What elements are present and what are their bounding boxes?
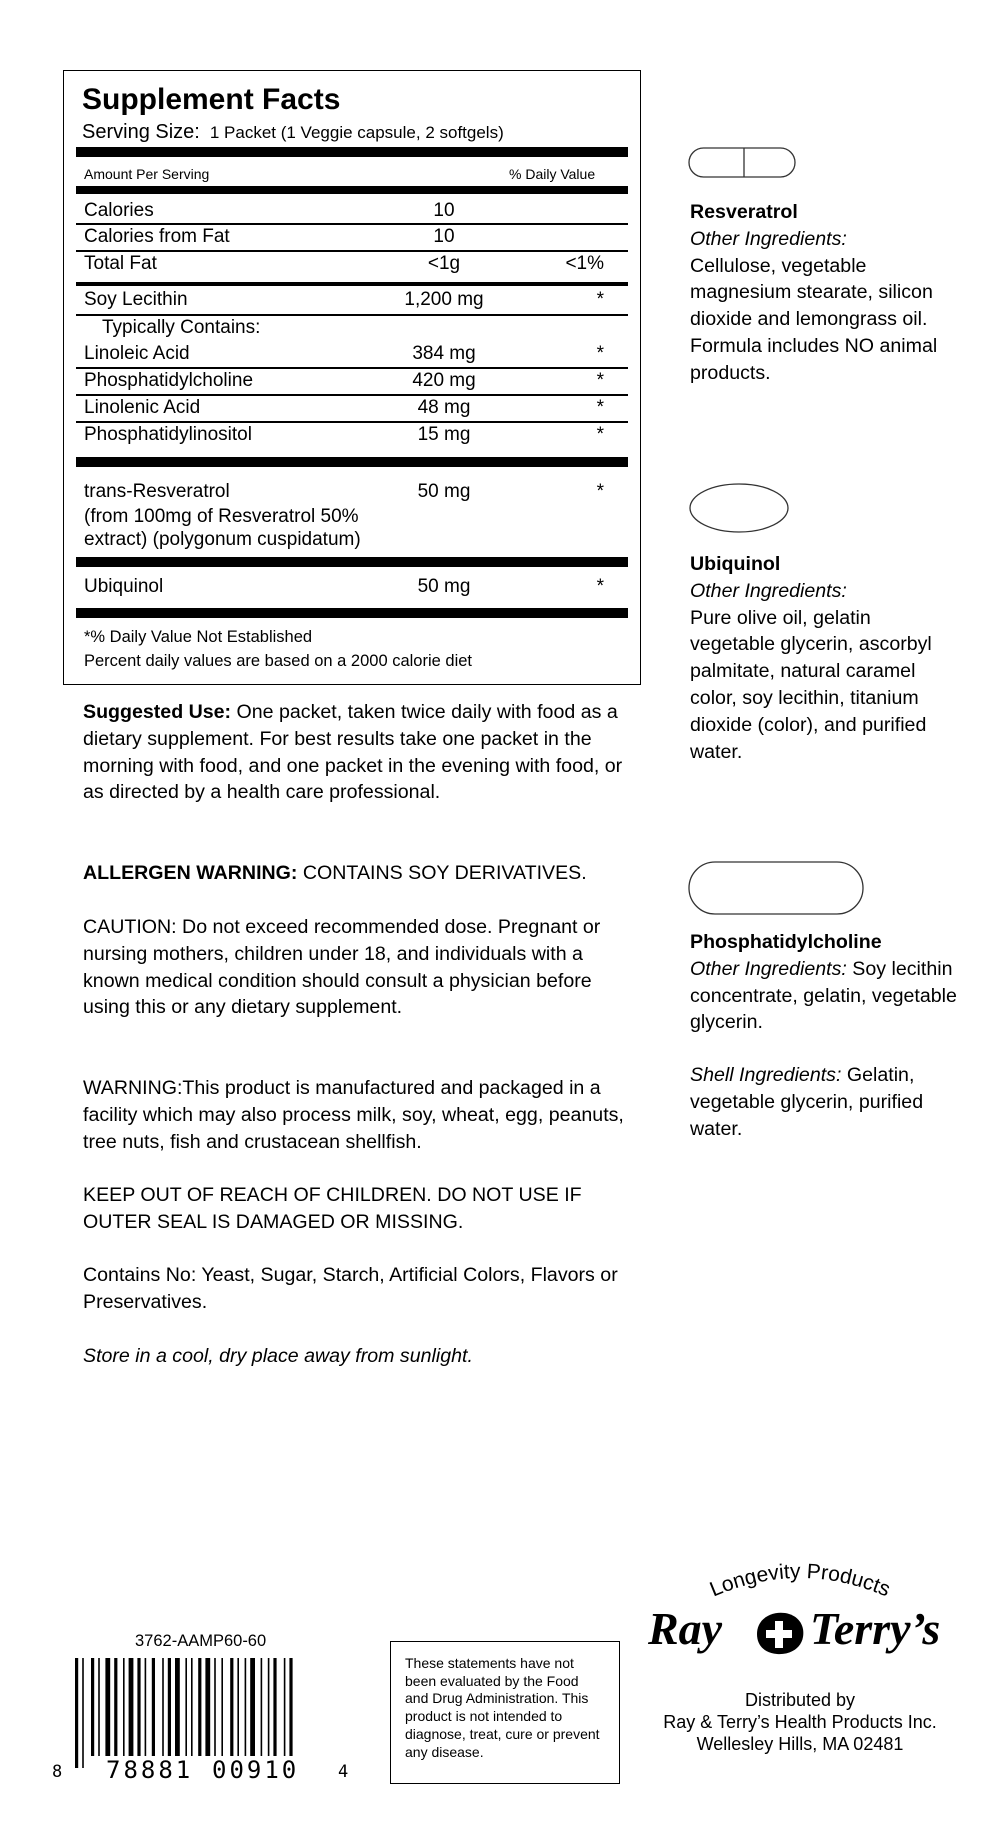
distributed-by-label: Distributed by <box>744 1690 856 1710</box>
upc-trailing-digit: 4 <box>338 1762 349 1782</box>
nutrient-amount: 48 mg <box>417 397 471 418</box>
barcode-bar <box>162 1658 164 1756</box>
nutrient-name: Calories <box>84 200 154 221</box>
manufacturing-warning: WARNING:This product is manufactured and packaged in a facility which may also process milk, soy, wheat, egg, peanuts, tree nuts, fish and crustacean shellfish. <box>83 1077 624 1153</box>
supplement-facts-title: Supplement Facts <box>82 83 341 116</box>
barcode-bar <box>137 1658 140 1756</box>
calorie-diet-footnote: Percent daily values are based on a 2000 calorie diet <box>84 652 472 670</box>
serving-size-value: 1 Packet (1 Veggie capsule, 2 softgels) <box>209 123 504 142</box>
row-divider <box>76 314 628 316</box>
nutrient-amount: 50 mg <box>417 576 471 597</box>
barcode-bar <box>230 1658 233 1756</box>
barcode-bar <box>261 1658 263 1756</box>
resveratrol-ingredients <box>690 199 960 387</box>
barcode-bar <box>191 1658 193 1768</box>
allergen-warning-text: CONTAINS SOY DERIVATIVES. <box>302 862 587 884</box>
nutrient-dv: <1% <box>565 253 604 274</box>
shell-ingredients-label: Shell Ingredients: <box>690 1064 842 1087</box>
barcode-bar <box>198 1658 201 1756</box>
barcode-bar <box>82 1658 84 1768</box>
nutrient-dv: * <box>596 424 604 445</box>
barcode-graphic <box>75 1658 330 1768</box>
fact-row-ubiquinol <box>84 576 624 598</box>
ubiquinol-other-ingredients: Pure olive oil, gelatin vegetable glycerin, ascorbyl palmitate, natural caramel color, soy lecithin, titanium dioxide (color), and purified water. <box>690 606 932 763</box>
nutrient-amount: 10 <box>433 200 455 221</box>
barcode-bar <box>175 1658 180 1756</box>
resveratrol-other-ingredients: Cellulose, vegetable magnesium stearate, silicon dioxide and lemongrass oil. Formula includes NO animal products. <box>690 254 938 384</box>
nutrient-amount: 15 mg <box>417 424 471 445</box>
barcode-bar <box>185 1658 187 1768</box>
thick-divider <box>76 147 628 157</box>
distributor-location: Wellesley Hills, MA 02481 <box>696 1734 904 1754</box>
nutrient-amount: 50 mg <box>417 481 471 502</box>
nutrient-name: trans-Resveratrol <box>84 481 230 502</box>
phosphatidylcholine-ingredients <box>690 929 960 1143</box>
daily-value-footnote: *% Daily Value Not Established <box>84 628 313 646</box>
storage-text: Store in a cool, dry place away from sunlight. <box>83 1345 473 1367</box>
upc-group-right: 00910 <box>212 1756 300 1784</box>
pc-other-text: Soy lecithin concentrate, gelatin, vegetable glycerin. <box>690 957 957 1034</box>
distributor-company: Ray & Terry’s Health Products Inc. <box>663 1712 937 1732</box>
fact-row-soy-lecithin <box>84 289 624 311</box>
barcode-bar <box>123 1658 125 1756</box>
barcode-bar <box>245 1658 247 1756</box>
barcode-bar <box>145 1658 147 1756</box>
nutrient-dv: * <box>596 397 604 418</box>
fact-row-total-fat <box>84 253 624 275</box>
other-ingredients-label: Other Ingredients: <box>690 579 847 602</box>
fact-row-linoleic-acid <box>84 343 624 365</box>
thick-divider <box>76 186 628 194</box>
barcode-bar <box>289 1658 292 1768</box>
cross-emblem-icon <box>751 1608 807 1656</box>
brand-tagline: Longevity Products <box>706 1559 894 1602</box>
storage-instructions <box>83 1343 643 1370</box>
nutrient-amount: <1g <box>427 253 461 274</box>
resveratrol-note-line: extract) (polygonum cuspidatum) <box>84 529 361 550</box>
fact-row-typically-contains <box>84 317 624 339</box>
phosphatidylcholine-title: Phosphatidylcholine <box>690 931 882 953</box>
barcode-bar <box>250 1658 255 1756</box>
brand-name-left: Ray <box>648 1603 723 1654</box>
oblong-softgel-icon <box>688 860 866 916</box>
upc-group-left: 78881 <box>106 1756 194 1784</box>
brand-name-right: Terry’s <box>810 1603 941 1654</box>
barcode-bar <box>284 1658 286 1768</box>
phosphatidylcholine-shell-ingredients <box>690 1062 960 1142</box>
barcode-bar <box>168 1658 171 1756</box>
nutrient-dv: * <box>596 370 604 391</box>
other-ingredients-label: Other Ingredients: <box>690 957 847 980</box>
barcode-bar <box>98 1658 100 1756</box>
fda-disclaimer-text: These statements have not been evaluated by the Food and Drug Administration. This product is not intended to diagnose, treat, cure or prevent any disease. <box>405 1655 600 1760</box>
barcode-bar <box>237 1658 239 1756</box>
veggie-capsule-icon <box>688 146 798 180</box>
nutrient-name: Typically Contains: <box>102 317 261 338</box>
thick-divider <box>76 457 628 467</box>
thick-divider <box>76 557 628 567</box>
amount-per-serving-header: Amount Per Serving <box>84 166 210 182</box>
barcode-bar <box>105 1658 110 1756</box>
barcode-bar <box>221 1658 223 1756</box>
nutrient-name: Soy Lecithin <box>84 289 188 310</box>
nutrient-name: Ubiquinol <box>84 576 164 597</box>
barcode-bar <box>273 1658 276 1756</box>
upc-leading-digit: 8 <box>52 1762 63 1782</box>
suggested-use <box>83 699 643 806</box>
nutrient-dv: * <box>596 289 604 310</box>
row-divider <box>76 367 628 369</box>
fact-row-calories <box>84 200 624 222</box>
barcode-bar <box>114 1658 117 1756</box>
nutrient-name: Total Fat <box>84 253 157 274</box>
suggested-use-text: One packet, taken twice daily with food as a dietary supplement. For best results take one packet in the morning with food, and one packet in the evening with food, or as directed by a health care professional. <box>83 701 623 804</box>
resveratrol-note-line: (from 100mg of Resveratrol 50% <box>84 506 359 527</box>
fda-disclaimer-box <box>390 1641 620 1784</box>
nutrient-name: Phosphatidylcholine <box>84 370 254 391</box>
nutrient-dv: * <box>596 343 604 364</box>
fact-row-linolenic-acid <box>84 397 624 419</box>
ubiquinol-title: Ubiquinol <box>690 553 781 575</box>
fact-row-calories-from-fat <box>84 226 624 248</box>
nutrient-dv: * <box>596 576 604 597</box>
medium-divider <box>76 282 628 286</box>
other-ingredients-label: Other Ingredients: <box>690 227 847 250</box>
nutrient-amount: 384 mg <box>412 343 476 364</box>
nutrient-dv: * <box>596 481 604 502</box>
barcode-bar <box>152 1658 155 1756</box>
allergen-warning <box>83 860 683 887</box>
contains-no: Contains No: Yeast, Sugar, Starch, Artificial Colors, Flavors or Preservatives. <box>83 1264 618 1313</box>
barcode-bar <box>129 1658 134 1756</box>
row-divider <box>76 250 628 252</box>
fact-row-phosphatidylcholine <box>84 370 624 392</box>
ubiquinol-ingredients <box>690 551 960 765</box>
daily-value-header: % Daily Value <box>509 166 596 182</box>
nutrient-name: Calories from Fat <box>84 226 230 247</box>
keep-out-of-reach: KEEP OUT OF REACH OF CHILDREN. DO NOT USE IF OUTER SEAL IS DAMAGED OR MISSING. <box>83 1184 582 1233</box>
distributor-info <box>640 1689 960 1755</box>
product-sku: 3762-AAMP60-60 <box>135 1632 267 1650</box>
caution-text: CAUTION: Do not exceed recommended dose. Pregnant or nursing mothers, children under 18, and individuals with a known medical condition should consult a physician before using this or any dietary supplement. <box>83 916 601 1019</box>
row-divider <box>76 421 628 423</box>
allergen-warning-label: ALLERGEN WARNING: <box>83 862 298 884</box>
nutrient-amount: 10 <box>433 226 455 247</box>
barcode-bar <box>91 1658 94 1756</box>
nutrient-name: Phosphatidylinositol <box>84 424 252 445</box>
nutrient-name: Linolenic Acid <box>84 397 201 418</box>
supplement-facts-panel <box>63 70 641 685</box>
round-softgel-icon <box>688 481 790 535</box>
serving-size-label: Serving Size: <box>82 121 200 143</box>
row-divider <box>76 223 628 225</box>
serving-size <box>82 121 504 144</box>
fact-row-trans-resveratrol <box>84 481 624 503</box>
nutrient-name: Linoleic Acid <box>84 343 190 364</box>
barcode-bar <box>75 1658 78 1768</box>
barcode-bar <box>205 1658 210 1756</box>
barcode-bar <box>214 1658 216 1756</box>
suggested-use-label: Suggested Use: <box>83 701 232 723</box>
row-divider <box>76 394 628 396</box>
resveratrol-title: Resveratrol <box>690 201 798 223</box>
longevity-products-arc-text <box>680 1545 920 1605</box>
nutrient-amount: 1,200 mg <box>404 289 484 310</box>
resveratrol-source-note <box>84 505 361 551</box>
svg-text:Longevity Products <box>707 1560 894 1601</box>
barcode-bar <box>268 1658 270 1756</box>
nutrient-amount: 420 mg <box>412 370 476 391</box>
fact-row-phosphatidylinositol <box>84 424 624 446</box>
phosphatidylcholine-other-ingredients <box>690 956 960 1036</box>
spacer <box>690 1036 960 1062</box>
thick-divider <box>76 608 628 618</box>
pc-shell-text: Gelatin, vegetable glycerin, purified water. <box>690 1064 924 1140</box>
